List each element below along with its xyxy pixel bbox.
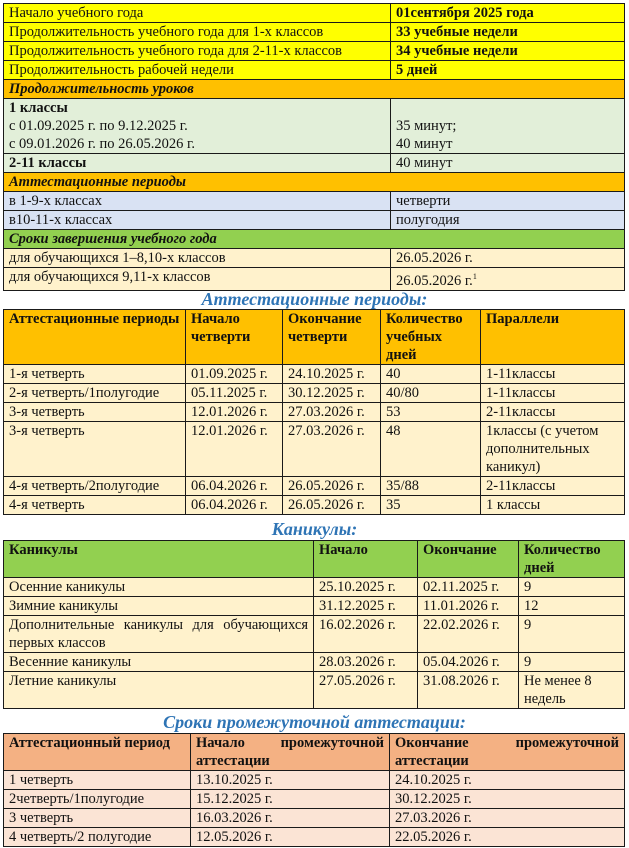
period-row bbox=[4, 365, 625, 384]
column-header: Количество дней bbox=[519, 541, 625, 578]
table-cell: 15.12.2025 г. bbox=[191, 790, 390, 809]
row-value: четверти bbox=[391, 192, 625, 211]
table-cell: 1 классы bbox=[481, 496, 625, 515]
table-cell: 30.12.2025 г. bbox=[283, 384, 381, 403]
row-label: Продолжительность учебного года для 2-11-х классов bbox=[4, 42, 391, 61]
table-row bbox=[4, 192, 625, 211]
holiday-row bbox=[4, 578, 625, 597]
grade1-period2: с 09.01.2026 г. по 26.05.2026 г. bbox=[9, 136, 195, 152]
table-row bbox=[4, 61, 625, 80]
table-cell: 12.01.2026 г. bbox=[186, 422, 283, 477]
column-header: Параллели bbox=[481, 310, 625, 365]
table-row bbox=[4, 154, 625, 173]
interim-table bbox=[3, 733, 625, 847]
table-row bbox=[4, 99, 625, 154]
grade1-lesson-cell bbox=[4, 99, 391, 154]
table-cell: 4 четверть/2 полугодие bbox=[4, 828, 191, 847]
row-value: полугодия bbox=[391, 211, 625, 230]
table-cell: 16.02.2026 г. bbox=[314, 616, 418, 653]
completion-date: 26.05.2026 г. bbox=[396, 272, 473, 289]
table-cell: 2-11классы bbox=[481, 403, 625, 422]
table-cell: 2-я четверть/1полугодие bbox=[4, 384, 186, 403]
table-cell: 48 bbox=[381, 422, 481, 477]
table-cell: 06.04.2026 г. bbox=[186, 477, 283, 496]
table-row bbox=[4, 42, 625, 61]
grade1-label: 1 классы bbox=[9, 100, 68, 116]
section-header-row bbox=[4, 173, 625, 192]
table-cell: 27.05.2026 г. bbox=[314, 672, 418, 709]
holiday-row bbox=[4, 653, 625, 672]
table-cell: 28.03.2026 г. bbox=[314, 653, 418, 672]
lessons-section-header: Продолжительность уроков bbox=[4, 80, 625, 99]
table-cell: 05.11.2025 г. bbox=[186, 384, 283, 403]
row-value: 34 учебные недели bbox=[391, 42, 625, 61]
table-cell: 1-11классы bbox=[481, 384, 625, 403]
table-cell: 9 bbox=[519, 578, 625, 597]
table-cell: 9 bbox=[519, 616, 625, 653]
column-header: Количество учебных дней bbox=[381, 310, 481, 365]
periods-table bbox=[3, 309, 625, 515]
table-cell: 11.01.2026 г. bbox=[418, 597, 519, 616]
interim-row bbox=[4, 771, 625, 790]
row-value bbox=[391, 268, 625, 291]
table-cell: 40 bbox=[381, 365, 481, 384]
table-cell: Осенние каникулы bbox=[4, 578, 314, 597]
table-cell: 24.10.2025 г. bbox=[283, 365, 381, 384]
general-info-table bbox=[3, 3, 625, 291]
table-cell: Весенние каникулы bbox=[4, 653, 314, 672]
header-row bbox=[4, 541, 625, 578]
table-cell: 2-11классы bbox=[481, 477, 625, 496]
table-cell: 35/88 bbox=[381, 477, 481, 496]
table-cell: 53 bbox=[381, 403, 481, 422]
header-row bbox=[4, 734, 625, 771]
table-cell: Дополнительные каникулы для обучающихся первых классов bbox=[4, 616, 314, 653]
column-header: Окончание четверти bbox=[283, 310, 381, 365]
column-header: Начало четверти bbox=[186, 310, 283, 365]
table-cell: 05.04.2026 г. bbox=[418, 653, 519, 672]
holiday-row bbox=[4, 672, 625, 709]
table-cell: 12.01.2026 г. bbox=[186, 403, 283, 422]
table-row bbox=[4, 23, 625, 42]
table-cell: 06.04.2026 г. bbox=[186, 496, 283, 515]
period-row bbox=[4, 403, 625, 422]
column-header: Окончание bbox=[418, 541, 519, 578]
row-label: Начало учебного года bbox=[4, 4, 391, 23]
holidays-title: Каникулы: bbox=[271, 519, 358, 539]
table-cell: 27.03.2026 г. bbox=[390, 809, 625, 828]
column-header: Начало промежуточной аттестации bbox=[191, 734, 390, 771]
table-cell: 4-я четверть/2полугодие bbox=[4, 477, 186, 496]
table-cell: 27.03.2026 г. bbox=[283, 403, 381, 422]
table-cell: 1классы (с учетом дополнительных каникул) bbox=[481, 422, 625, 477]
table-row bbox=[4, 249, 625, 268]
table-cell: 27.03.2026 г. bbox=[283, 422, 381, 477]
row-label: Продолжительность учебного года для 1-х классов bbox=[4, 23, 391, 42]
column-header: Каникулы bbox=[4, 541, 314, 578]
row-label: для обучающихся 1–8,10-х классов bbox=[4, 249, 391, 268]
column-header: Аттестационный период bbox=[4, 734, 191, 771]
interim-row bbox=[4, 828, 625, 847]
period-row bbox=[4, 422, 625, 477]
row-value: 26.05.2026 г. bbox=[391, 249, 625, 268]
table-cell: 1-я четверть bbox=[4, 365, 186, 384]
table-cell: 25.10.2025 г. bbox=[314, 578, 418, 597]
period-row bbox=[4, 477, 625, 496]
table-cell: 02.11.2025 г. bbox=[418, 578, 519, 597]
table-cell: 4-я четверть bbox=[4, 496, 186, 515]
table-cell: 22.05.2026 г. bbox=[390, 828, 625, 847]
period-row bbox=[4, 496, 625, 515]
table-cell: 1-11классы bbox=[481, 365, 625, 384]
table-cell: 22.02.2026 г. bbox=[418, 616, 519, 653]
table-row bbox=[4, 268, 625, 291]
table-cell: 26.05.2026 г. bbox=[283, 477, 381, 496]
row-label: в 1-9-х классах bbox=[4, 192, 391, 211]
header-row bbox=[4, 310, 625, 365]
row-label: Продолжительность рабочей недели bbox=[4, 61, 391, 80]
table-cell: 24.10.2025 г. bbox=[390, 771, 625, 790]
row-value: 01сентября 2025 года bbox=[391, 4, 625, 23]
column-header: Окончание промежуточной аттестации bbox=[390, 734, 625, 771]
table-cell: 16.03.2026 г. bbox=[191, 809, 390, 828]
table-cell: 12.05.2026 г. bbox=[191, 828, 390, 847]
table-cell: 3-я четверть bbox=[4, 422, 186, 477]
table-cell: 31.12.2025 г. bbox=[314, 597, 418, 616]
grade1-period1: с 01.09.2025 г. по 9.12.2025 г. bbox=[9, 118, 188, 134]
grade1-value2: 40 минут bbox=[396, 136, 453, 152]
table-cell: Не менее 8 недель bbox=[519, 672, 625, 709]
periods-title: Аттестационные периоды: bbox=[201, 289, 428, 309]
holidays-table bbox=[3, 540, 625, 709]
holiday-row bbox=[4, 616, 625, 653]
interim-row bbox=[4, 790, 625, 809]
section-header-row bbox=[4, 230, 625, 249]
table-cell: 1 четверть bbox=[4, 771, 191, 790]
row-value: 5 дней bbox=[391, 61, 625, 80]
table-cell: 01.09.2025 г. bbox=[186, 365, 283, 384]
table-cell: 35 bbox=[381, 496, 481, 515]
table-row bbox=[4, 4, 625, 23]
table-cell: 3-я четверть bbox=[4, 403, 186, 422]
interim-title: Сроки промежуточной аттестации: bbox=[163, 712, 466, 732]
table-cell: Летние каникулы bbox=[4, 672, 314, 709]
section-header-row bbox=[4, 80, 625, 99]
table-row bbox=[4, 211, 625, 230]
table-cell: 9 bbox=[519, 653, 625, 672]
table-cell: 12 bbox=[519, 597, 625, 616]
attestation-section-header: Аттестационные периоды bbox=[4, 173, 625, 192]
row-label: для обучающихся 9,11-х классов bbox=[4, 268, 391, 291]
completion-section-header: Сроки завершения учебного года bbox=[4, 230, 625, 249]
grade2-11-label: 2-11 классы bbox=[4, 154, 391, 173]
table-cell: 31.08.2026 г. bbox=[418, 672, 519, 709]
table-cell: 2четверть/1полугодие bbox=[4, 790, 191, 809]
table-cell: 30.12.2025 г. bbox=[390, 790, 625, 809]
column-header: Начало bbox=[314, 541, 418, 578]
row-value: 33 учебные недели bbox=[391, 23, 625, 42]
table-cell: 40/80 bbox=[381, 384, 481, 403]
column-header: Аттестационные периоды bbox=[4, 310, 186, 365]
table-cell: Зимние каникулы bbox=[4, 597, 314, 616]
period-row bbox=[4, 384, 625, 403]
grade2-11-value: 40 минут bbox=[391, 154, 625, 173]
table-cell: 26.05.2026 г. bbox=[283, 496, 381, 515]
interim-row bbox=[4, 809, 625, 828]
grade1-lesson-values bbox=[391, 99, 625, 154]
table-cell: 13.10.2025 г. bbox=[191, 771, 390, 790]
grade1-value1: 35 минут; bbox=[396, 118, 457, 134]
row-label: в10-11-х классах bbox=[4, 211, 391, 230]
holiday-row bbox=[4, 597, 625, 616]
table-cell: 3 четверть bbox=[4, 809, 191, 828]
footnote-marker: 1 bbox=[472, 272, 477, 281]
